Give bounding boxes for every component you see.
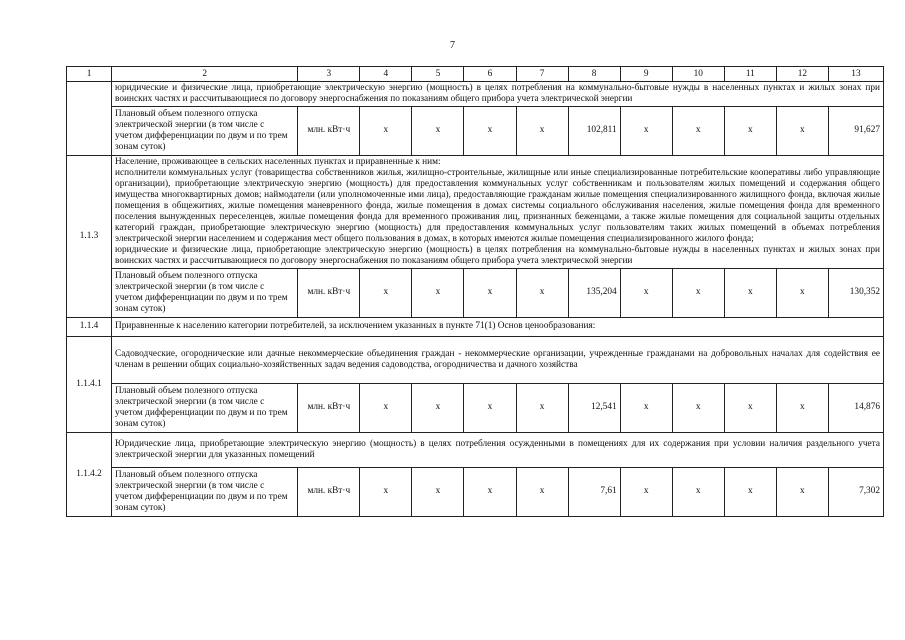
table-row (67, 317, 884, 336)
category-description: Юридические лица, приобретающие электрическую энергию (мощность) в целях потребления осужденными в помещениях для их содержания при условии наличия раздельного учета электрической энергии для указанных помещений (112, 432, 884, 467)
unit-cell: млн. кВт·ч (298, 383, 360, 432)
value-cell: x (724, 106, 776, 155)
value-cell: x (516, 268, 568, 317)
table-row (67, 155, 884, 268)
value-cell: x (464, 268, 516, 317)
value-cell: x (516, 106, 568, 155)
unit-cell: млн. кВт·ч (298, 467, 360, 516)
col-header: 5 (412, 67, 464, 82)
table-row (67, 383, 884, 432)
col-header: 13 (828, 67, 883, 82)
indicator-label: Плановый объем полезного отпуска электрической энергии (в том числе с учетом дифференциации по двум и по трем зонам суток) (112, 383, 298, 432)
value-cell: x (412, 106, 464, 155)
unit-cell: млн. кВт·ч (298, 106, 360, 155)
value-cell: x (516, 383, 568, 432)
value-cell: x (672, 268, 724, 317)
col-header: 7 (516, 67, 568, 82)
value-cell: x (776, 467, 828, 516)
value-cell: x (620, 268, 672, 317)
value-cell: 7,61 (568, 467, 620, 516)
value-cell: 130,352 (828, 268, 883, 317)
category-description: юридические и физические лица, приобретающие электрическую энергию (мощность) в целях потребления на коммунально-бытовые нужды в населенных пунктах и жилых зонах при воинских частях и рассчитывающиеся по договору энергоснабжения по показаниям общего прибора учета электрической энергии (112, 82, 884, 107)
col-header: 4 (360, 67, 412, 82)
value-cell: x (412, 268, 464, 317)
col-header: 8 (568, 67, 620, 82)
value-cell: x (412, 467, 464, 516)
value-cell: x (620, 383, 672, 432)
category-description: Садоводческие, огороднические или дачные некоммерческие объединения граждан - некоммерческие организации, учрежденные гражданами на добровольных началах для содействия ее членам в решении общих социально-хозяйственных задач ведения садоводства, огородничества и дачного хозяйства (112, 336, 884, 383)
category-description: Приравненные к населению категории потребителей, за исключением указанных в пункте 71(1) Основ ценообразования: (112, 317, 884, 336)
value-cell: x (360, 268, 412, 317)
table-row (67, 467, 884, 516)
value-cell: x (360, 106, 412, 155)
value-cell: x (672, 383, 724, 432)
row-code: 1.1.4.2 (67, 432, 112, 516)
column-number-row (67, 67, 884, 82)
value-cell: x (360, 383, 412, 432)
value-cell: x (360, 467, 412, 516)
col-header: 11 (724, 67, 776, 82)
category-description: Население, проживающее в сельских населенных пунктах и приравненные к ним: исполнители коммунальных услуг (товарищества собственников жилья, жилищно-строительные, жилищные или иные специализированные потребительские кооперативы либо управляющие организации), приобретающие электрическую энергию (мощность) для предоставления коммунальных услуг собственникам и пользователям жилых помещений и содержания общего имущества многоквартирных домов; наймодатели (или уполномоченные ими лица), предоставляющие гражданам жилые помещения специализированного жилищного фонда, включая жилые помещения в общежитиях, жилые помещения маневренного фонда, жилые помещения в домах системы социального обслуживания населения, жилые помещения фонда для временного поселения вынужденных переселенцев, жилые помещения фонда для временного проживания лиц, признанных беженцами, а также жилые помещения для социальной защиты отдельных категорий граждан, приобретающие электрическую энергию (мощность) для предоставления коммунальных услуг пользователям таких жилых помещений в объемах потребления электрической энергии населением и содержания мест общего пользования в домах, в которых имеются жилые помещения специализированного жилого фонда; юридические и физические лица, приобретающие электрическую энергию (мощность) в целях потребления на коммунально-бытовые нужды в населенных пунктах и жилых зонах при воинских частях и рассчитывающиеся по договору энергоснабжения по показаниям общего прибора учета электрической энергии (112, 155, 884, 268)
value-cell: x (464, 467, 516, 516)
value-cell: x (672, 467, 724, 516)
value-cell: x (724, 383, 776, 432)
value-cell: x (672, 106, 724, 155)
value-cell: 91,627 (828, 106, 883, 155)
col-header: 12 (776, 67, 828, 82)
col-header: 9 (620, 67, 672, 82)
table-row (67, 106, 884, 155)
value-cell: 12,541 (568, 383, 620, 432)
row-code (67, 82, 112, 156)
col-header: 3 (298, 67, 360, 82)
tariff-volume-table (66, 66, 884, 517)
value-cell: x (464, 106, 516, 155)
row-code: 1.1.4.1 (67, 336, 112, 432)
value-cell: x (776, 268, 828, 317)
value-cell: x (776, 383, 828, 432)
table-row (67, 336, 884, 383)
value-cell: x (620, 467, 672, 516)
value-cell: x (464, 383, 516, 432)
table-row (67, 82, 884, 107)
col-header: 1 (67, 67, 112, 82)
indicator-label: Плановый объем полезного отпуска электрической энергии (в том числе с учетом дифференциации по двум и по трем зонам суток) (112, 106, 298, 155)
indicator-label: Плановый объем полезного отпуска электрической энергии (в том числе с учетом дифференциации по двум и по трем зонам суток) (112, 268, 298, 317)
col-header: 10 (672, 67, 724, 82)
value-cell: x (412, 383, 464, 432)
row-code: 1.1.4 (67, 317, 112, 336)
value-cell: x (724, 467, 776, 516)
col-header: 6 (464, 67, 516, 82)
row-code: 1.1.3 (67, 155, 112, 317)
value-cell: 135,204 (568, 268, 620, 317)
value-cell: x (776, 106, 828, 155)
col-header: 2 (112, 67, 298, 82)
table-row (67, 268, 884, 317)
value-cell: 7,302 (828, 467, 883, 516)
value-cell: 102,811 (568, 106, 620, 155)
value-cell: x (516, 467, 568, 516)
unit-cell: млн. кВт·ч (298, 268, 360, 317)
page-number: 7 (450, 40, 455, 51)
value-cell: x (724, 268, 776, 317)
indicator-label: Плановый объем полезного отпуска электрической энергии (в том числе с учетом дифференциации по двум и по трем зонам суток) (112, 467, 298, 516)
value-cell: 14,876 (828, 383, 883, 432)
table-row (67, 432, 884, 467)
value-cell: x (620, 106, 672, 155)
